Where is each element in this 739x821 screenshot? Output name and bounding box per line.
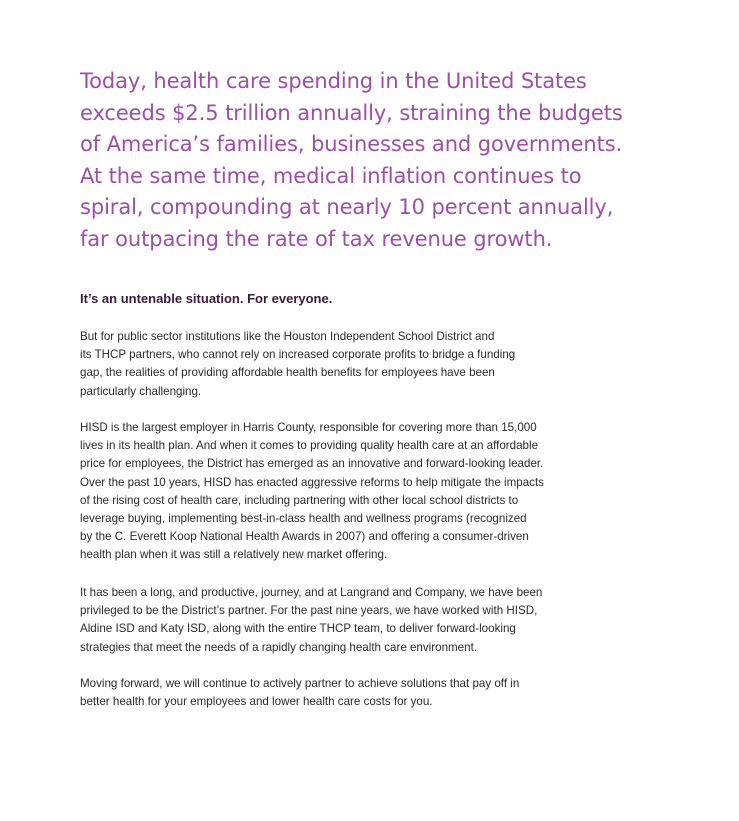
lede-line: Today, health care spending in the United States [80, 69, 587, 93]
section-heading: It’s an untenable situation. For everyone. [80, 291, 333, 306]
body-line: strategies that meet the needs of a rapidly changing health care environment. [80, 640, 478, 654]
lede-paragraph [80, 66, 623, 255]
body-paragraph-2 [80, 419, 620, 565]
body-line: leverage buying, implementing best-in-class health and wellness programs (recognized [80, 512, 527, 526]
body-line: privileged to be the District’s partner. For the past nine years, we have worked with HISD, [80, 604, 538, 618]
body-line: by the C. Everett Koop National Health Awards in 2007) and offering a consumer-driven [80, 530, 529, 544]
body-paragraph-4 [80, 675, 620, 711]
lede-line: of America’s families, businesses and governments. [80, 132, 623, 156]
body-line: of the rising cost of health care, including partnering with other local school districts to [80, 493, 519, 507]
body-line: But for public sector institutions like the Houston Independent School District and [80, 330, 495, 343]
body-line: Over the past 10 years, HISD has enacted aggressive reforms to help mitigate the impacts [80, 475, 544, 489]
body-line: price for employees, the District has emerged as an innovative and forward-looking leader. [80, 457, 544, 471]
body-line: Moving forward, we will continue to actively partner to achieve solutions that pay off in [80, 677, 520, 690]
body-line: gap, the realities of providing affordable health benefits for employees have been [80, 366, 495, 380]
body-paragraph-3 [80, 584, 620, 657]
lede-line: spiral, compounding at nearly 10 percent annually, [80, 195, 614, 219]
body-line: It has been a long, and productive, journey, and at Langrand and Company, we have been [80, 586, 543, 599]
body-paragraph-1 [80, 328, 620, 401]
body-line: lives in its health plan. And when it comes to providing quality health care at an affordable [80, 439, 539, 453]
lede-line: exceeds $2.5 trillion annually, straining the budgets [80, 100, 623, 125]
body-line: better health for your employees and lower health care costs for you. [80, 695, 433, 709]
body-line: health plan when it was still a relatively new market offering. [80, 548, 388, 562]
lede-line: far outpacing the rate of tax revenue growth. [80, 226, 553, 251]
body-line: its THCP partners, who cannot rely on increased corporate profits to bridge a funding [80, 348, 516, 362]
body-line: HISD is the largest employer in Harris County, responsible for covering more than 15,000 [80, 421, 537, 434]
body-line: particularly challenging. [80, 384, 202, 398]
lede-line: At the same time, medical inflation continues to [80, 163, 582, 188]
body-line: Aldine ISD and Katy ISD, along with the entire THCP team, to deliver forward-looking [80, 622, 516, 636]
